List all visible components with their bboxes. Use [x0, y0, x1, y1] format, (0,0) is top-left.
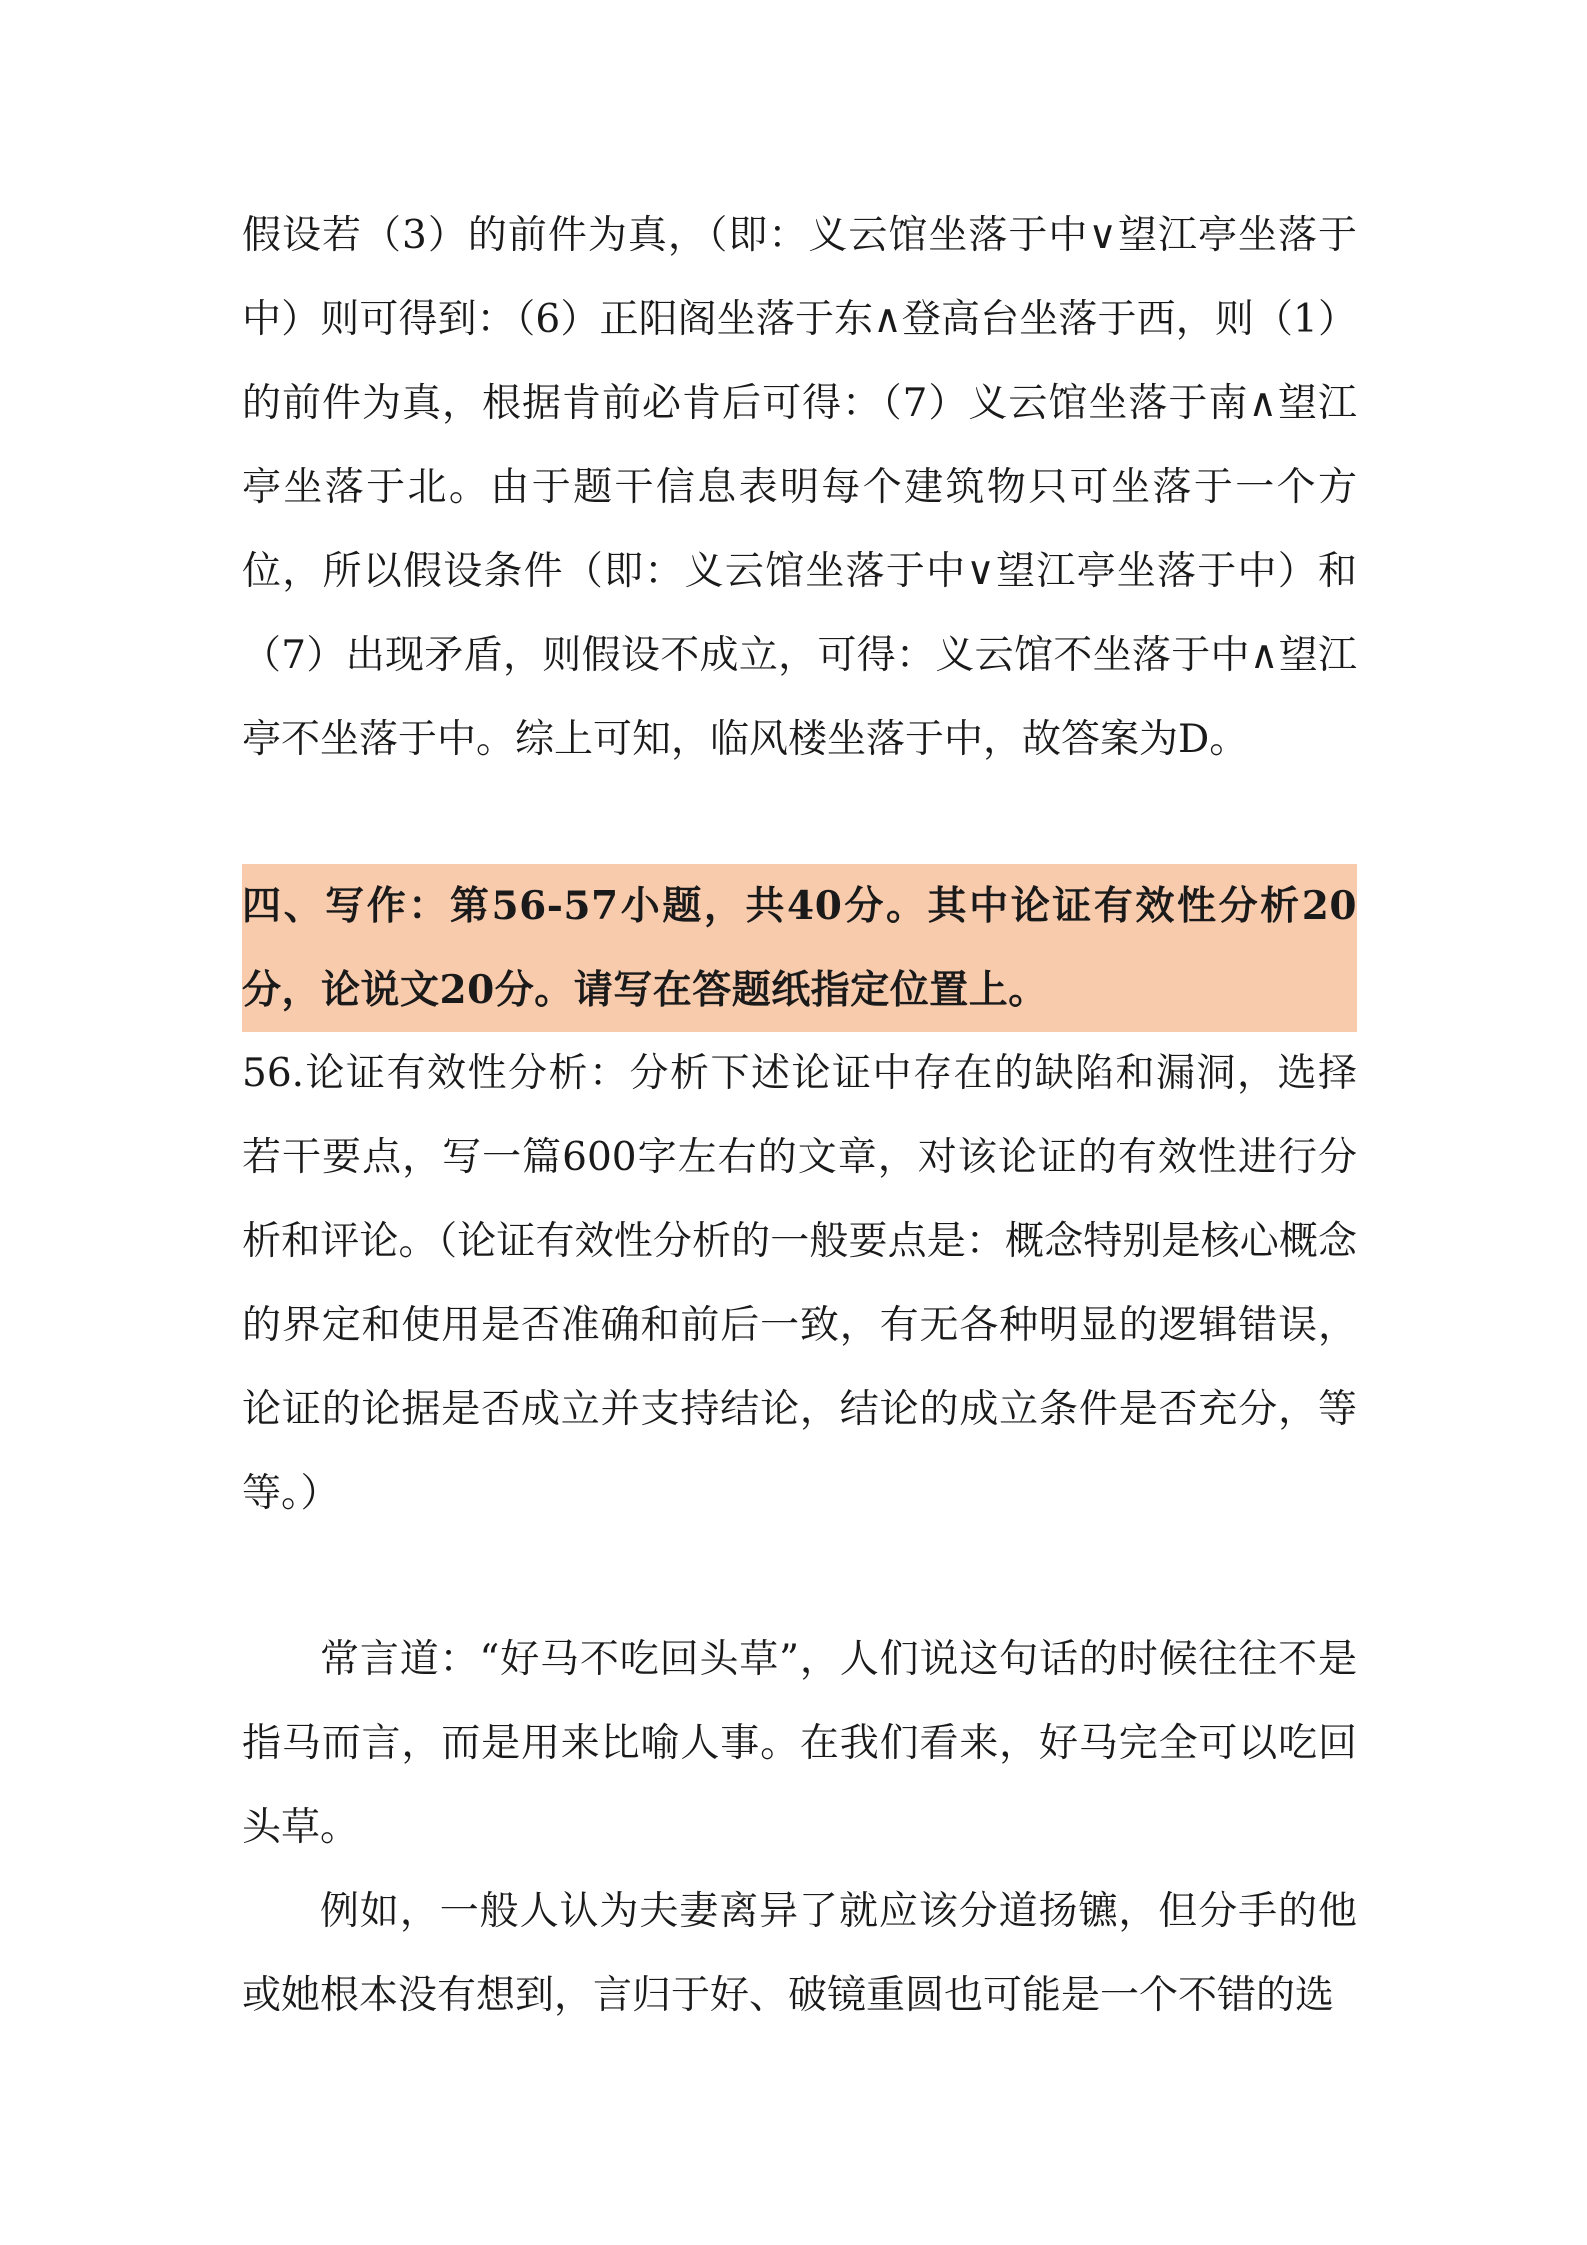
question-56-instructions: 56.论证有效性分析：分析下述论证中存在的缺陷和漏洞，选择若干要点，写一篇600字左右的文章，对该论证的有效性进行分析和评论。（论证有效性分析的一般要点是：概念特别是核心概念的界定和使用是否准确和前后一致，有无各种明显的逻辑错误，论证的论据是否成立并支持结论，结论的成立条件是否充分，等等。）: [242, 1051, 1357, 1516]
intro-paragraph: 假设若（3）的前件为真，（即：义云馆坐落于中∨望江亭坐落于中）则可得到：（6）正阳阁坐落于东∧登高台坐落于西，则（1）的前件为真，根据肯前必肯后可得：（7）义云馆坐落于南∧望江亭坐落于北。由于题干信息表明每个建筑物只可坐落于一个方位，所以假设条件（即：义云馆坐落于中∨望江亭坐落于中）和（7）出现矛盾，则假设不成立，可得：义云馆不坐落于中∧望江亭不坐落于中。综上可知，临风楼坐落于中，故答案为D。: [242, 213, 1357, 762]
section-heading: 四、写作：第56-57小题，共40分。其中论证有效性分析20分，论说文20分。请写在答题纸指定位置上。: [242, 883, 1357, 1013]
essay-paragraph-1: 常言道：“好马不吃回头草”，人们说这句话的时候往往不是指马而言，而是用来比喻人事。在我们看来，好马完全可以吃回头草。: [242, 1637, 1357, 1850]
essay-paragraph-2: 例如，一般人认为夫妻离异了就应该分道扬镳，但分手的他或她根本没有想到，言归于好、破镜重圆也可能是一个不错的选: [242, 1889, 1357, 2018]
